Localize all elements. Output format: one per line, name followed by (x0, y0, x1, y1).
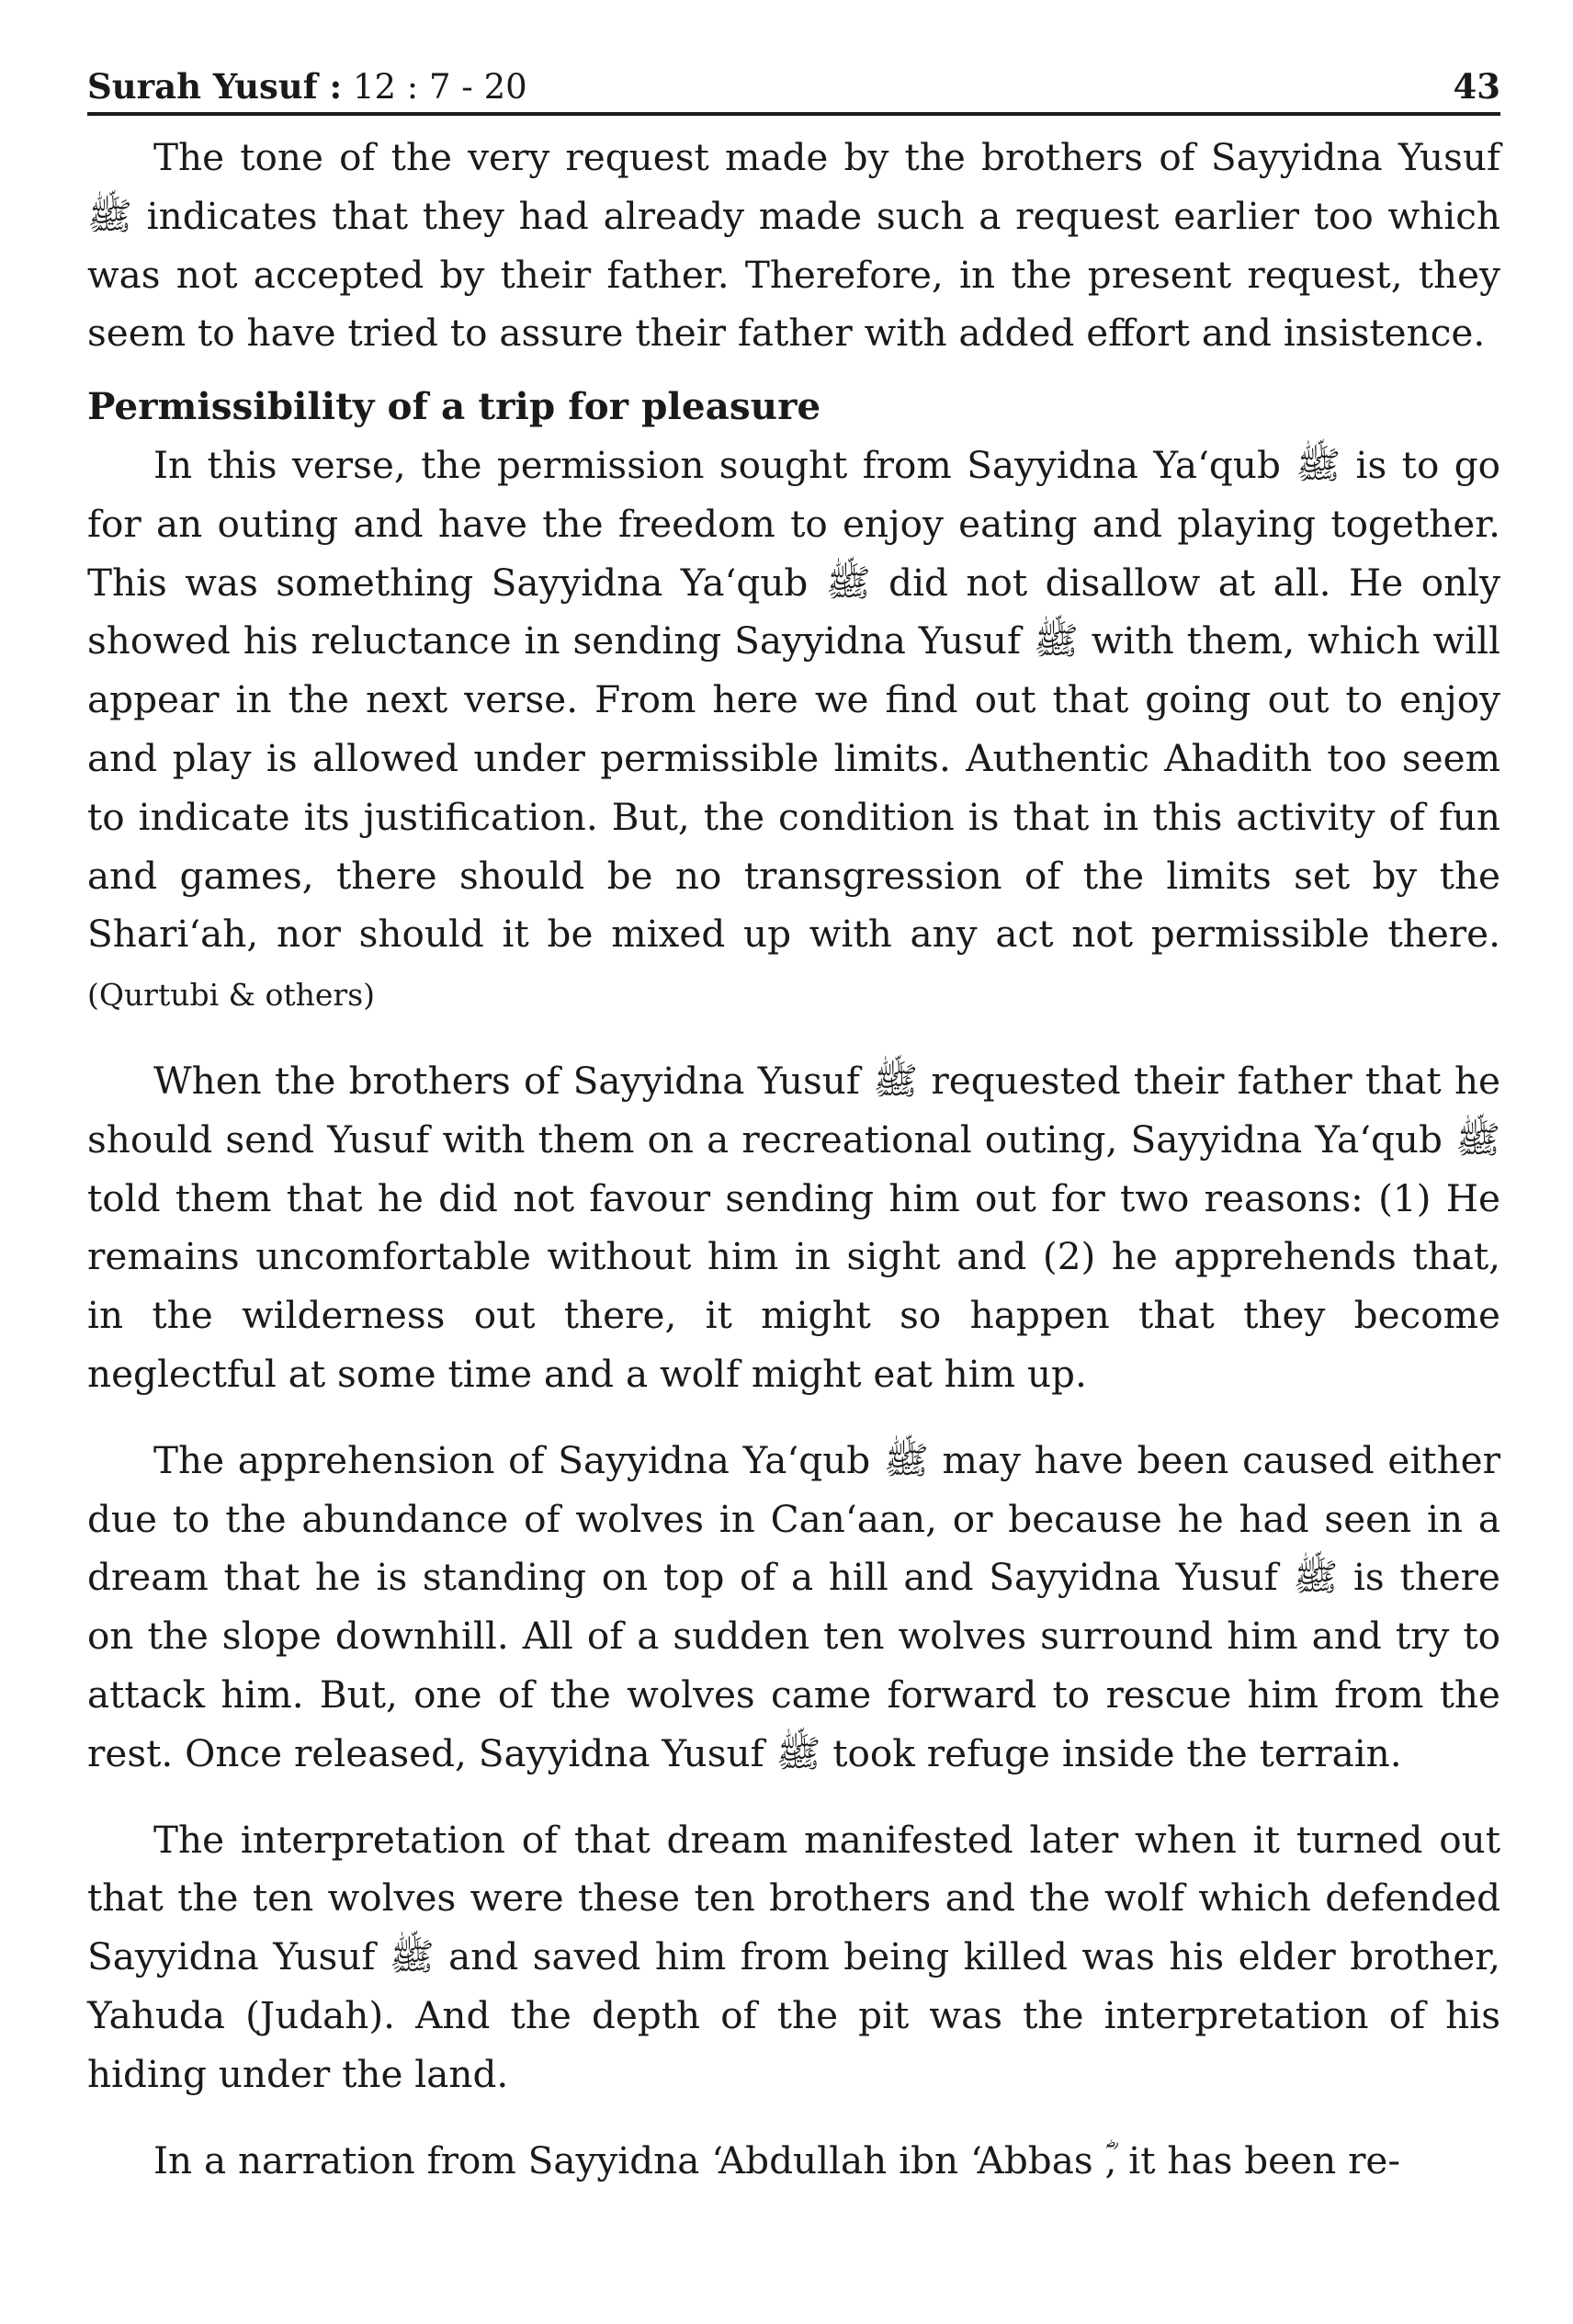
paragraph-2 (87, 436, 1500, 1025)
section-heading: Permissibility of a trip for pleasure (87, 384, 821, 429)
paragraph-3: When the brothers of Sayyidna Yusuf ﷺ requested their father that he should send Yusuf with them on a recreational outing, Sayyidna Ya‘qub ﷺ told them that he did not favour sending him out for two reasons: (1) He remains uncomfortable without him in sight and (2) he apprehends that, in the wilderness out there, it might so happen that they become neglectful at some time and a wolf might eat him up. (87, 1058, 1501, 1396)
paragraph-1: The tone of the very request made by the brothers of Sayyidna Yusuf ﷺ indicates that they had already made such a request earlier too which was not accepted by their father. Therefore, in the present request, they seem to have tried to assure their father with added effort and insistence. (87, 135, 1500, 356)
surah-name: Surah Yusuf : (87, 66, 343, 107)
verse-reference: 12 : 7 - 20 (352, 67, 527, 107)
citation: (Qurtubi & others) (87, 977, 376, 1014)
paragraph-4: The apprehension of Sayyidna Ya‘qub ﷺ may have been caused either due to the abundance of wolves in Can‘aan, or because he had seen in a dream that he is standing on top of a hill and Sayyidna Yusuf ﷺ is there on the slope downhill. All of a sudden ten wolves surround him and try to attack him. But, one of the wolves came forward to rescue him from the rest. Once released, Sayyidna Yusuf ﷺ took refuge inside the terrain. (87, 1437, 1500, 1775)
paragraph-6: In a narration from Sayyidna ‘Abdullah ibn ‘Abbas ؓ, it has been re- (153, 2137, 1401, 2182)
running-head (87, 66, 527, 107)
page-number: 43 (1453, 66, 1500, 107)
paragraph-2-text: In this verse, the permission sought from Sayyidna Ya‘qub ﷺ is to go for an outing and have the freedom to enjoy eating and playing together. This was something Sayyidna Ya‘qub ﷺ did not disallow at all. He only showed his reluctance in sending Sayyidna Yusuf ﷺ with them, which will appear in the next verse. From here we find out that going out to enjoy and play is allowed under permissible limits. Authentic Ahadith too seem to indicate its justification. But, the condition is that in this activity of fun and games, there should be no transgression of the limits set by the Shari‘ah, nor should it be mixed up with any act not permissible there. (87, 442, 1501, 957)
paragraph-5: The interpretation of that dream manifested later when it turned out that the ten wolves were these ten brothers and the wolf which defended Sayyidna Yusuf ﷺ and saved him from being killed was his elder brother, Yahuda (Judah). And the depth of the pit was the interpretation of his hiding under the land. (87, 1817, 1500, 2096)
body-text (87, 129, 1500, 2190)
header-rule (87, 112, 1500, 116)
page-header (87, 48, 1500, 107)
